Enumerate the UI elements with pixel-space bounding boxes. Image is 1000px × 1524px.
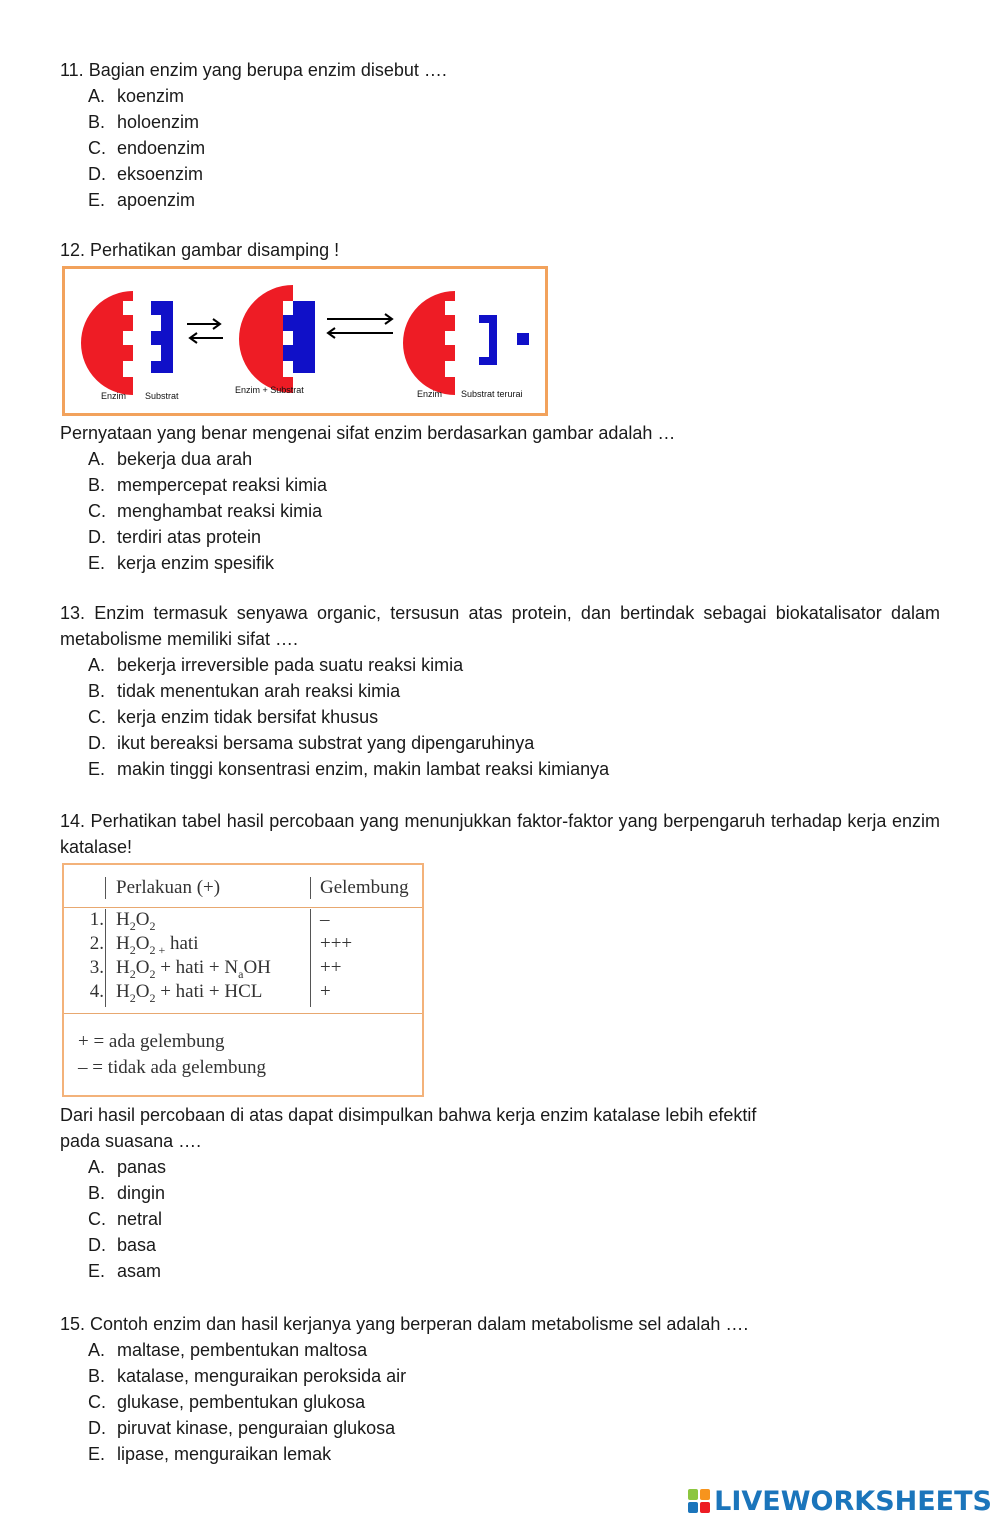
question-14-prompt-line-1: Dari hasil percobaan di atas dapat disimpulkan bahwa kerja enzim katalase lebih efektif <box>60 1105 757 1125</box>
table-legend-rule <box>64 1013 422 1014</box>
option-12-a[interactable]: A. bekerja dua arah <box>88 449 253 469</box>
option-13-a[interactable]: A. bekerja irreversible pada suatu reaksi kimia <box>88 655 464 675</box>
question-12-options <box>60 446 940 576</box>
treatment-3: $H_2O_2$ + hati + $N_aOH$ <box>116 957 271 981</box>
option-13-d[interactable]: D. ikut bereaksi bersama substrat yang dipengaruhinya <box>88 733 535 753</box>
enzyme-shape-1 <box>81 291 133 395</box>
substrate-bound <box>283 301 315 373</box>
option-11-a[interactable]: A. koenzim <box>88 86 185 106</box>
option-12-c[interactable]: C. menghambat reaksi kimia <box>88 501 323 521</box>
question-14-prompt-line-2: pada suasana …. <box>60 1131 202 1151</box>
label-substrat: Substrat <box>145 391 179 401</box>
question-14-stem: 14. Perhatikan tabel hasil percobaan yang menunjukkan faktor-faktor yang berpengaruh terhadap kerja enzim katalase! <box>60 811 940 857</box>
option-11-e[interactable]: E. apoenzim <box>88 190 196 210</box>
option-14-b[interactable]: B. dingin <box>88 1183 166 1203</box>
table-row: 1. $H_2O_2$ – <box>64 907 424 932</box>
treatment-4: $H_2O_2$ + hati + HCL <box>116 981 263 1005</box>
treatment-2: $H_2O_{2 +}$ hati <box>116 933 199 957</box>
question-15 <box>60 1311 940 1467</box>
question-11-stem: 11. Bagian enzim yang berupa enzim disebut …. <box>60 60 447 80</box>
option-12-b[interactable]: B. mempercepat reaksi kimia <box>88 475 328 495</box>
enzyme-substrate-diagram <box>62 266 548 416</box>
enzyme-shape-2 <box>239 285 293 393</box>
label-substrat-terurai: Substrat terurai <box>461 389 523 399</box>
option-14-e[interactable]: E. asam <box>88 1261 162 1281</box>
label-enzim-substrat: Enzim + Substrat <box>235 385 304 395</box>
label-enzim-2: Enzim <box>417 389 443 399</box>
question-14-options <box>60 1154 940 1284</box>
treatment-1: $H_2O_2$ <box>116 909 156 933</box>
option-14-d[interactable]: D. basa <box>88 1235 157 1255</box>
question-12-stem: 12. Perhatikan gambar disamping ! <box>60 240 340 260</box>
option-12-d[interactable]: D. terdiri atas protein <box>88 527 262 547</box>
table-row: 3. $H_2O_2$ + hati + $N_aOH$ ++ <box>64 955 424 980</box>
reversible-arrow-2 <box>327 314 393 338</box>
question-15-stem: 15. Contoh enzim dan hasil kerjanya yang berperan dalam metabolisme sel adalah …. <box>60 1314 749 1334</box>
option-11-d[interactable]: D. eksoenzim <box>88 164 204 184</box>
option-15-a[interactable]: A. maltase, pembentukan maltosa <box>88 1340 368 1360</box>
option-13-e[interactable]: E. makin tinggi konsentrasi enzim, makin lambat reaksi kimianya <box>88 759 610 779</box>
liveworksheets-icon <box>688 1489 710 1513</box>
question-13-options <box>60 652 940 782</box>
label-enzim-1: Enzim <box>101 391 127 401</box>
option-13-c[interactable]: C. kerja enzim tidak bersifat khusus <box>88 707 379 727</box>
table-divider <box>310 877 311 899</box>
option-14-c[interactable]: C. netral <box>88 1209 163 1229</box>
option-15-e[interactable]: E. lipase, menguraikan lemak <box>88 1444 332 1464</box>
question-15-options <box>60 1337 940 1467</box>
table-row: 4. $H_2O_2$ + hati + HCL + <box>64 979 424 1004</box>
legend-plus: + = ada gelembung <box>78 1031 225 1052</box>
table-row: 2. $H_2O_{2 +}$ hati +++ <box>64 931 424 956</box>
option-14-a[interactable]: A. panas <box>88 1157 167 1177</box>
experiment-table <box>62 863 424 1097</box>
table-divider <box>105 877 106 899</box>
option-15-b[interactable]: B. katalase, menguraikan peroksida air <box>88 1366 407 1386</box>
option-15-d[interactable]: D. piruvat kinase, penguraian glukosa <box>88 1418 396 1438</box>
question-11-options <box>60 83 940 213</box>
substrate-split-bracket <box>479 315 497 365</box>
option-11-b[interactable]: B. holoenzim <box>88 112 200 132</box>
legend-minus: – = tidak ada gelembung <box>78 1057 266 1078</box>
question-11 <box>60 57 940 213</box>
substrate-split-piece <box>517 333 529 345</box>
option-13-b[interactable]: B. tidak menentukan arah reaksi kimia <box>88 681 401 701</box>
question-13-stem: 13. Enzim termasuk senyawa organic, tersusun atas protein, dan bertindak sebagai biokatalisator dalam metabolisme memiliki sifat …. <box>60 603 940 649</box>
question-13 <box>60 600 940 782</box>
option-12-e[interactable]: E. kerja enzim spesifik <box>88 553 275 573</box>
liveworksheets-logo[interactable] <box>688 1484 992 1518</box>
option-15-c[interactable]: C. glukase, pembentukan glukosa <box>88 1392 366 1412</box>
enzyme-shape-3 <box>403 291 455 395</box>
table-header-result: Gelembung <box>320 877 409 898</box>
question-12-prompt: Pernyataan yang benar mengenai sifat enzim berdasarkan gambar adalah … <box>60 423 676 443</box>
option-11-c[interactable]: C. endoenzim <box>88 138 206 158</box>
reversible-arrow-1 <box>187 319 223 343</box>
table-header-treatment: Perlakuan (+) <box>116 877 221 898</box>
brand-name: LIVEWORKSHEETS <box>714 1485 992 1517</box>
substrate-shape-1 <box>151 301 173 373</box>
enzyme-diagram-svg <box>65 269 545 413</box>
